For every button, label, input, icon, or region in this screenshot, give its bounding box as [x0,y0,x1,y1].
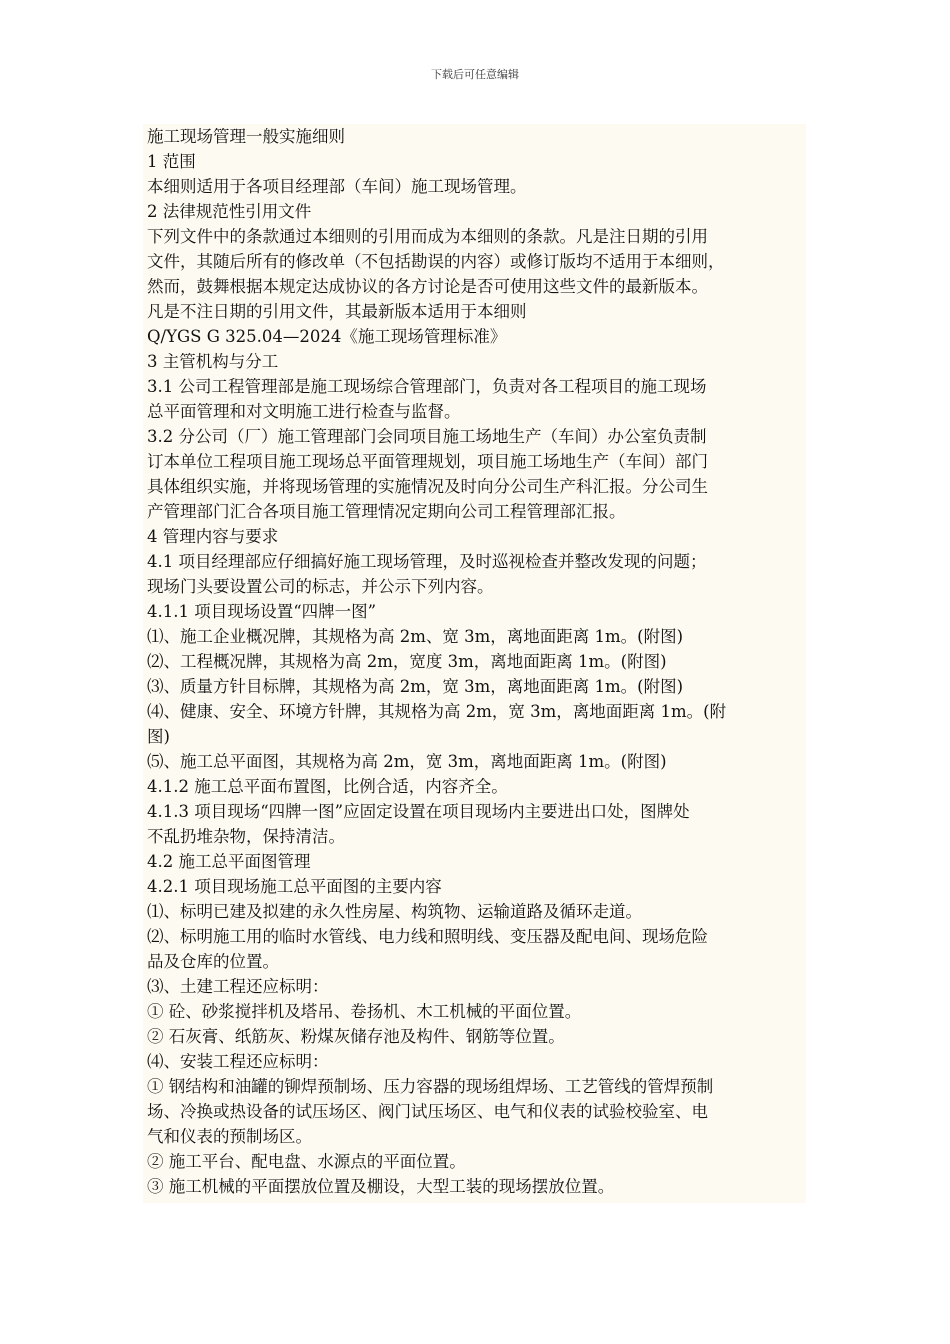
list-item: ⑴、施工企业概况牌，其规格为高 2m、宽 3m，离地面距离 1m。(附图) [147,627,684,646]
subsection-heading: 4.1.2 施工总平面布置图，比例合适，内容齐全。 [147,777,508,796]
subsection-heading: 4.2.1 项目现场施工总平面图的主要内容 [147,877,442,896]
list-item: ⑶、质量方针目标牌，其规格为高 2m，宽 3m，离地面距离 1m。(附图) [147,677,684,696]
list-item: 图) [147,727,170,746]
document-title: 施工现场管理一般实施细则 [147,127,345,146]
paragraph-line: 3.2 分公司（厂）施工管理部门会同项目施工场地生产（车间）办公室负责制 [147,427,707,446]
paragraph-line: 下列文件中的条款通过本细则的引用而成为本细则的条款。凡是注日期的引用 [147,227,708,246]
list-item: ⑵、标明施工用的临时水管线、电力线和照明线、变压器及配电间、现场危险 [147,927,708,946]
list-item: ⑷、安装工程还应标明： [147,1052,329,1071]
paragraph-line: 4.1 项目经理部应仔细搞好施工现场管理，及时巡视检查并整改发现的问题； [147,552,707,571]
list-item: ③ 施工机械的平面摆放位置及棚设，大型工装的现场摆放位置。 [147,1177,615,1196]
section-heading: 4 管理内容与要求 [147,527,279,546]
paragraph-line: 凡是不注日期的引用文件，其最新版本适用于本细则 [147,302,527,321]
paragraph-line: 不乱扔堆杂物，保持清洁。 [147,827,345,846]
list-item: ⑴、标明已建及拟建的永久性房屋、构筑物、运输道路及循环走道。 [147,902,642,921]
list-item: 气和仪表的预制场区。 [147,1127,312,1146]
subsection-heading: 4.2 施工总平面图管理 [147,852,311,871]
section-heading: 2 法律规范性引用文件 [147,202,312,221]
paragraph-line: 具体组织实施，并将现场管理的实施情况及时向分公司生产科汇报。分公司生 [147,477,708,496]
list-item: 品及仓库的位置。 [147,952,279,971]
paragraph-line: 然而，鼓舞根据本规定达成协议的各方讨论是否可使用这些文件的最新版本。 [147,277,708,296]
paragraph-line: 总平面管理和对文明施工进行检查与监督。 [147,402,461,421]
subsection-heading: 4.1.3 项目现场“四牌一图”应固定设置在项目现场内主要进出口处，图牌处 [147,802,690,821]
reference-line: Q/YGS G 325.04—2024《施工现场管理标准》 [147,327,507,346]
section-heading: 3 主管机构与分工 [147,352,279,371]
list-item: ② 施工平台、配电盘、水源点的平面位置。 [147,1152,466,1171]
list-item: ⑵、工程概况牌，其规格为高 2m，宽度 3m，离地面距离 1m。(附图) [147,652,667,671]
list-item: ⑸、施工总平面图，其规格为高 2m，宽 3m，离地面距离 1m。(附图) [147,752,667,771]
paragraph-line: 现场门头要设置公司的标志，并公示下列内容。 [147,577,494,596]
list-item: 场、冷换或热设备的试压场区、阀门试压场区、电气和仪表的试验校验室、电 [147,1102,708,1121]
page-header-note: 下载后可任意编辑 [431,68,519,81]
paragraph-line: 3.1 公司工程管理部是施工现场综合管理部门，负责对各工程项目的施工现场 [147,377,707,396]
list-item: ① 钢结构和油罐的铆焊预制场、压力容器的现场组焊场、工艺管线的管焊预制 [147,1077,714,1096]
section-heading: 1 范围 [147,152,196,171]
list-item: ⑷、健康、安全、环境方针牌，其规格为高 2m，宽 3m，离地面距离 1m。(附 [147,702,727,721]
subsection-heading: 4.1.1 项目现场设置“四牌一图” [147,602,377,621]
paragraph-line: 文件，其随后所有的修改单（不包括勘误的内容）或修订版均不适用于本细则， [147,252,725,271]
list-item: ① 砼、砂浆搅拌机及塔吊、卷扬机、木工机械的平面位置。 [147,1002,582,1021]
list-item: ② 石灰膏、纸筋灰、粉煤灰储存池及构件、钢筋等位置。 [147,1027,565,1046]
paragraph-line: 产管理部门汇合各项目施工管理情况定期向公司工程管理部汇报。 [147,502,626,521]
paragraph-line: 本细则适用于各项目经理部（车间）施工现场管理。 [147,177,527,196]
paragraph-line: 订本单位工程项目施工现场总平面管理规划，项目施工场地生产（车间）部门 [147,452,708,471]
document-body [143,124,806,1203]
list-item: ⑶、土建工程还应标明： [147,977,329,996]
